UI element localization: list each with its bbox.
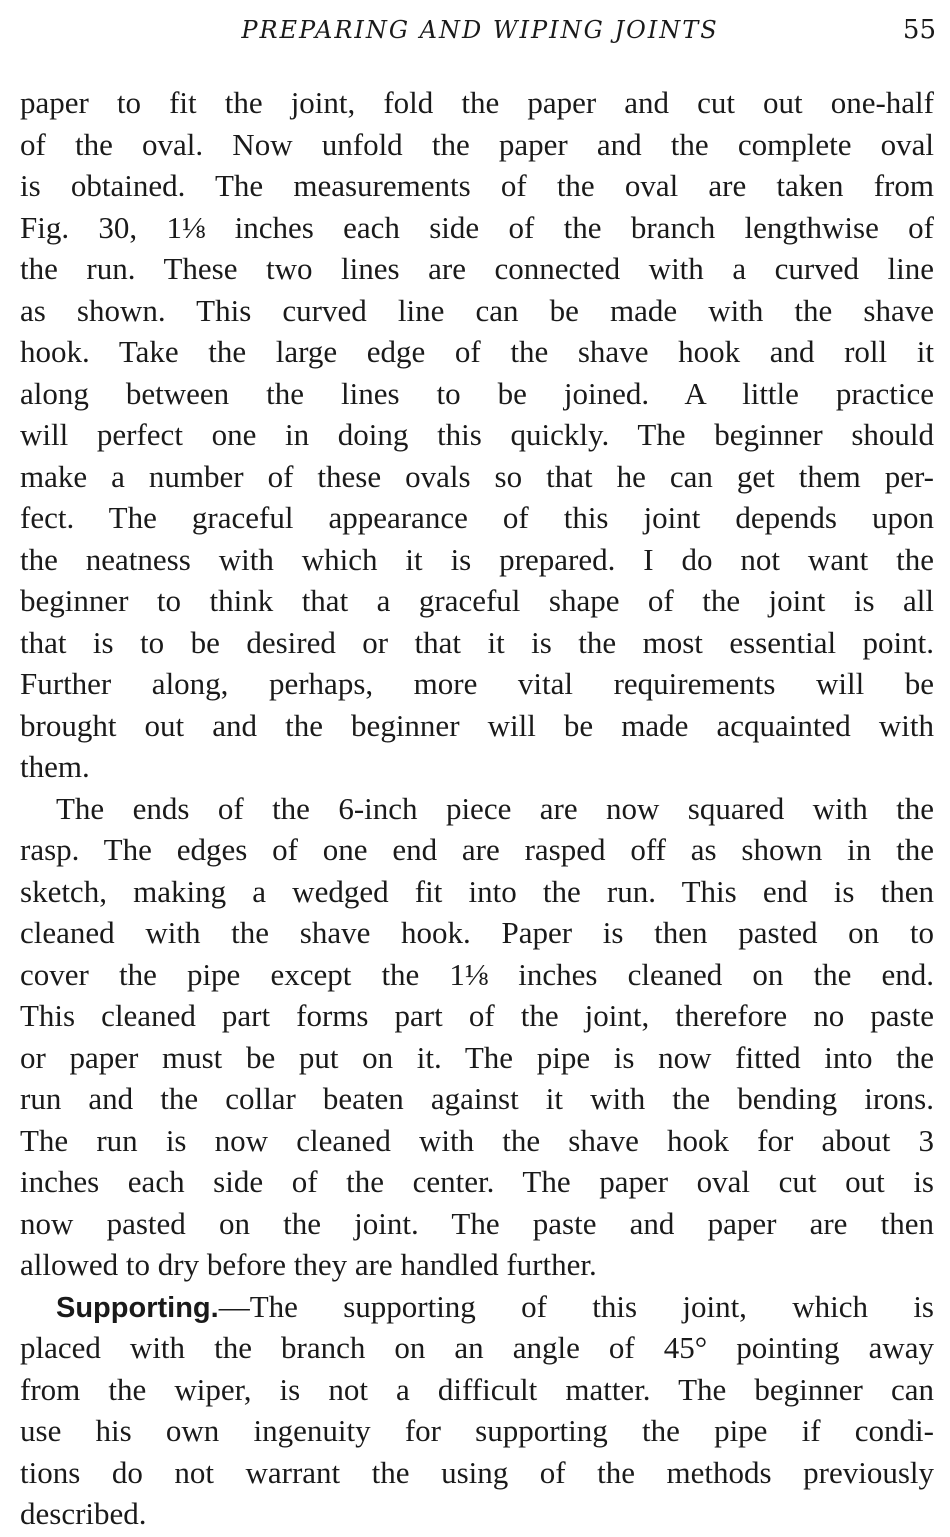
text-line: will perfect one in doing this quickly. The beginner should — [20, 417, 934, 452]
text-line: make a number of these ovals so that he can get them per- — [20, 458, 934, 494]
text-line: tions do not warrant the using of the methods previously — [20, 1454, 934, 1490]
text-line: use his own ingenuity for supporting the pipe if condi- — [20, 1413, 934, 1448]
text-line: brought out and the beginner will be made acquainted with — [20, 707, 934, 743]
text-line: The ends of the 6-inch piece are now squared with the — [56, 790, 934, 826]
text-line: sketch, making a wedged fit into the run. This end is then — [20, 873, 934, 909]
text-line: beginner to think that a graceful shape of the joint is all — [20, 583, 934, 618]
text-line: cover the pipe except the 1⅛ inches cleaned on the end. — [20, 956, 934, 992]
text-line: is obtained. The measurements of the oval are taken from — [20, 168, 934, 203]
text-line: The run is now cleaned with the shave hook for about 3 — [20, 1122, 934, 1158]
text-line: that is to be desired or that it is the most essential point. — [20, 624, 934, 660]
text-line: inches each side of the center. The paper oval cut out is — [20, 1164, 934, 1199]
text-line: rasp. The edges of one end are rasped off as shown in the — [20, 832, 934, 867]
text-line: hook. Take the large edge of the shave hook and roll it — [20, 334, 934, 369]
paragraph-2 — [20, 788, 934, 1286]
text-line: from the wiper, is not a difficult matter. The beginner can — [20, 1371, 934, 1407]
text-line: of the oval. Now unfold the paper and the complete oval — [20, 126, 934, 162]
text-line: as shown. This curved line can be made with the shave — [20, 292, 934, 328]
text-run: —The supporting of this joint, which is — [218, 1288, 934, 1324]
text-line-with-heading — [20, 1286, 934, 1328]
text-line: them. — [20, 749, 90, 784]
text-line: cleaned with the shave hook. Paper is then pasted on to — [20, 915, 934, 950]
text-line: allowed to dry before they are handled further. — [20, 1247, 597, 1282]
text-line: along between the lines to be joined. A little practice — [20, 375, 934, 411]
text-line: paper to fit the joint, fold the paper and cut out one-half — [20, 85, 934, 120]
text-line: fect. The graceful appearance of this joint depends upon — [20, 500, 934, 535]
text-line: the neatness with which it is prepared. I do not want the — [20, 541, 934, 577]
text-line: run and the collar beaten against it with the bending irons. — [20, 1081, 934, 1116]
text-line: now pasted on the joint. The paste and paper are then — [20, 1205, 934, 1241]
section-heading-supporting: Supporting. — [56, 1291, 219, 1324]
text-line: placed with the branch on an angle of 45° pointing away — [20, 1330, 934, 1365]
page-number: 55 — [902, 15, 936, 45]
paragraph-1 — [20, 82, 934, 788]
text-line: or paper must be put on it. The pipe is now fitted into the — [20, 1039, 934, 1075]
body-text — [20, 82, 934, 1535]
text-line: This cleaned part forms part of the joint, therefore no paste — [20, 998, 934, 1033]
text-line: described. — [20, 1496, 147, 1531]
running-head: PREPARING AND WIPING JOINTS — [241, 16, 719, 44]
text-line: Fig. 30, 1⅛ inches each side of the branch lengthwise of — [20, 209, 934, 245]
text-line: Further along, perhaps, more vital requirements will be — [20, 666, 934, 701]
text-line: the run. These two lines are connected with a curved line — [20, 251, 934, 286]
paragraph-3 — [20, 1286, 934, 1535]
